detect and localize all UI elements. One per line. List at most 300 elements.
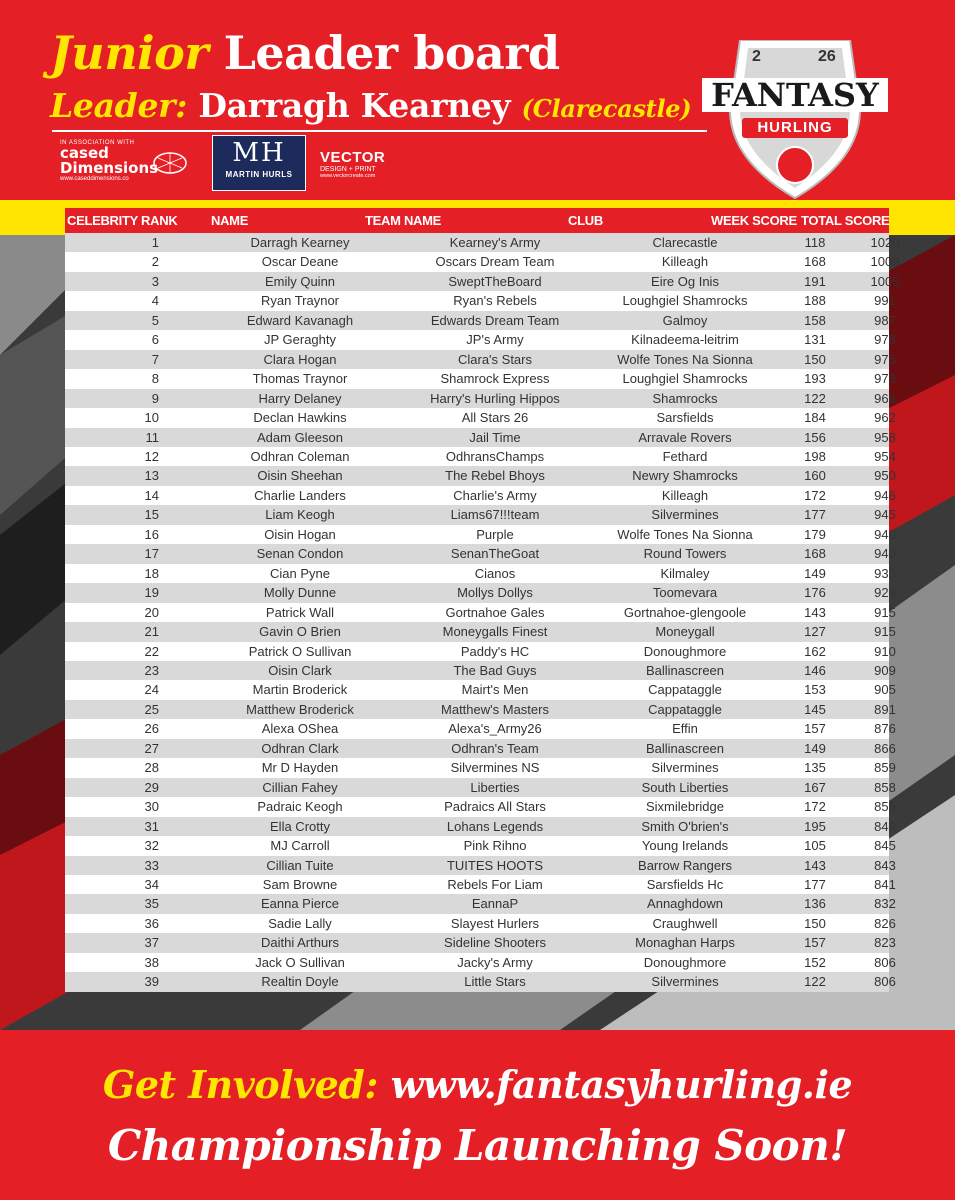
cell-club: Wolfe Tones Na Sionna bbox=[617, 526, 753, 542]
table-row bbox=[65, 680, 896, 699]
cell-rank: 12 bbox=[144, 448, 159, 464]
cell-week: 160 bbox=[804, 468, 826, 484]
logo-word-hurling: HURLING bbox=[757, 119, 833, 136]
cell-total: 859 bbox=[874, 760, 896, 776]
table-row bbox=[65, 311, 896, 330]
cell-name: Patrick O Sullivan bbox=[248, 643, 352, 659]
cell-rank: 7 bbox=[151, 351, 159, 367]
cell-week: 195 bbox=[804, 818, 826, 834]
cell-week: 168 bbox=[804, 546, 826, 562]
leader-label: Leader: bbox=[50, 86, 188, 125]
cell-club: Killeagh bbox=[661, 254, 709, 270]
table-row bbox=[65, 661, 896, 680]
cell-week: 193 bbox=[804, 371, 826, 387]
cell-week: 162 bbox=[804, 643, 826, 659]
cell-rank: 25 bbox=[144, 701, 159, 717]
cell-rank: 17 bbox=[144, 546, 159, 562]
cell-week: 136 bbox=[804, 896, 826, 912]
cell-rank: 4 bbox=[151, 293, 159, 309]
cell-total: 832 bbox=[874, 896, 896, 912]
cell-name: Realtin Doyle bbox=[261, 974, 339, 990]
cell-team: Silvermines NS bbox=[450, 760, 540, 776]
cell-club: Silvermines bbox=[651, 507, 719, 523]
cell-rank: 1 bbox=[151, 235, 159, 250]
cell-team: Pink Rihno bbox=[463, 838, 527, 854]
cell-club: Shamrocks bbox=[652, 390, 718, 406]
cell-rank: 10 bbox=[144, 410, 159, 426]
cell-name: Martin Broderick bbox=[252, 682, 348, 698]
cell-name: Odhran Coleman bbox=[250, 448, 350, 464]
cell-total: 958 bbox=[874, 429, 896, 445]
cell-team: Liberties bbox=[470, 779, 520, 795]
cell-rank: 36 bbox=[144, 915, 159, 931]
cell-club: Loughgiel Shamrocks bbox=[622, 371, 748, 387]
cell-name: Charlie Landers bbox=[254, 487, 346, 503]
cell-week: 146 bbox=[804, 662, 826, 678]
cell-week: 152 bbox=[804, 954, 826, 970]
cell-team: Jail Time bbox=[469, 429, 521, 445]
vector-url: www.vectorcreate.com bbox=[320, 173, 376, 179]
table-body bbox=[65, 233, 900, 992]
cell-week: 176 bbox=[804, 585, 826, 601]
cell-total: 1020 bbox=[870, 235, 900, 250]
cell-name: Mr D Hayden bbox=[261, 760, 339, 776]
cell-total: 954 bbox=[874, 448, 896, 464]
cell-week: 191 bbox=[804, 273, 826, 289]
table-row bbox=[65, 272, 900, 291]
header-week: WEEK SCORE bbox=[711, 213, 797, 228]
table-row bbox=[65, 233, 900, 252]
cell-total: 826 bbox=[874, 915, 896, 931]
cased-line1: cased bbox=[60, 144, 109, 162]
cell-total: 858 bbox=[874, 779, 896, 795]
cell-team: Matthew's Masters bbox=[441, 701, 549, 717]
cased-dimensions-logo bbox=[60, 140, 200, 190]
cell-total: 940 bbox=[874, 546, 896, 562]
leader-line bbox=[50, 86, 691, 129]
cell-total: 915 bbox=[874, 604, 896, 620]
cell-rank: 24 bbox=[144, 682, 159, 698]
table-row bbox=[65, 389, 896, 408]
table-row bbox=[65, 408, 896, 427]
cell-team: Mollys Dollys bbox=[457, 585, 533, 601]
cell-club: Kilmaley bbox=[660, 565, 710, 581]
table-row bbox=[65, 817, 896, 836]
cta-line bbox=[0, 1060, 955, 1110]
cell-team: Clara's Stars bbox=[457, 351, 532, 367]
cell-total: 806 bbox=[874, 974, 896, 990]
cell-rank: 35 bbox=[144, 896, 159, 912]
cell-rank: 37 bbox=[144, 935, 159, 951]
cell-rank: 30 bbox=[144, 799, 159, 815]
cell-week: 156 bbox=[804, 429, 826, 445]
table-row bbox=[65, 525, 896, 544]
cell-week: 167 bbox=[804, 779, 826, 795]
table-row bbox=[65, 350, 896, 369]
tagline: Championship Launching Soon! bbox=[107, 1121, 848, 1170]
cell-week: 168 bbox=[804, 254, 826, 270]
cell-club: Wolfe Tones Na Sionna bbox=[617, 351, 753, 367]
cell-name: Matthew Broderick bbox=[246, 701, 354, 717]
cell-team: Little Stars bbox=[464, 974, 526, 990]
table-row bbox=[65, 914, 896, 933]
leader-name: Darragh Kearney bbox=[198, 86, 511, 125]
cell-name: Oscar Deane bbox=[261, 254, 339, 270]
vector-sub: DESIGN + PRINT bbox=[320, 166, 376, 173]
vector-logo bbox=[320, 150, 400, 179]
cell-total: 841 bbox=[874, 876, 896, 892]
cell-team: Odhran's Team bbox=[451, 740, 539, 756]
cta-url[interactable]: www.fantasyhurling.ie bbox=[390, 1062, 853, 1107]
table-row bbox=[65, 953, 896, 972]
cased-url: www.caseddimensions.co bbox=[60, 176, 129, 182]
table-row bbox=[65, 466, 896, 485]
cell-team: Harry's Hurling Hippos bbox=[430, 390, 560, 406]
cell-week: 198 bbox=[804, 448, 826, 464]
table-row bbox=[65, 933, 896, 952]
cell-club: Young Irelands bbox=[641, 838, 729, 854]
cell-name: MJ Carroll bbox=[270, 838, 330, 854]
cell-total: 845 bbox=[874, 838, 896, 854]
cell-team: SenanTheGoat bbox=[450, 546, 540, 562]
cell-rank: 29 bbox=[144, 779, 159, 795]
cell-name: Clara Hogan bbox=[263, 351, 337, 367]
cell-week: 172 bbox=[804, 799, 826, 815]
cell-team: Kearney's Army bbox=[449, 235, 541, 250]
cell-rank: 22 bbox=[144, 643, 159, 659]
cell-total: 966 bbox=[874, 390, 896, 406]
cell-total: 891 bbox=[874, 701, 896, 717]
cell-name: Ryan Traynor bbox=[260, 293, 340, 309]
cell-club: Ballinascreen bbox=[645, 740, 725, 756]
title-highlight: Junior bbox=[50, 26, 209, 80]
cell-team: Padraics All Stars bbox=[444, 799, 546, 815]
cell-team: EannaP bbox=[471, 896, 519, 912]
cell-club: Gortnahoe-glengoole bbox=[623, 604, 747, 620]
cell-total: 950 bbox=[874, 468, 896, 484]
table-header bbox=[65, 208, 889, 233]
cell-rank: 33 bbox=[144, 857, 159, 873]
cell-name: Oisin Clark bbox=[268, 662, 332, 678]
cell-week: 131 bbox=[804, 332, 826, 348]
cell-total: 991 bbox=[874, 293, 896, 309]
cell-total: 806 bbox=[874, 954, 896, 970]
cell-club: South Liberties bbox=[641, 779, 729, 795]
cell-total: 855 bbox=[874, 799, 896, 815]
cell-club: Donoughmore bbox=[643, 643, 727, 659]
cell-week: 184 bbox=[804, 410, 826, 426]
cell-name: Jack O Sullivan bbox=[255, 954, 345, 970]
cell-rank: 11 bbox=[145, 429, 159, 445]
header-divider bbox=[52, 130, 707, 132]
logo-year-right: 26 bbox=[818, 48, 836, 65]
cell-club: Donoughmore bbox=[643, 954, 727, 970]
table-row bbox=[65, 972, 896, 991]
cell-club: Newry Shamrocks bbox=[632, 468, 738, 484]
cell-team: Purple bbox=[476, 526, 514, 542]
cell-club: Loughgiel Shamrocks bbox=[622, 293, 748, 309]
cell-total: 930 bbox=[874, 565, 896, 581]
martin-hurls-logo bbox=[212, 135, 306, 191]
cell-club: Round Towers bbox=[643, 546, 727, 562]
cell-week: 157 bbox=[804, 935, 826, 951]
association-text: IN ASSOCIATION WITH bbox=[60, 140, 135, 146]
cell-team: Moneygalls Finest bbox=[442, 624, 548, 640]
table-row bbox=[65, 486, 896, 505]
cell-team: Paddy's HC bbox=[460, 643, 530, 659]
mh-mark: MH bbox=[232, 138, 286, 168]
cell-rank: 26 bbox=[144, 721, 159, 737]
table-row bbox=[65, 369, 896, 388]
cell-name: Gavin O Brien bbox=[259, 624, 341, 640]
cell-week: 105 bbox=[804, 838, 826, 854]
table-row bbox=[65, 564, 896, 583]
cell-name: Edward Kavanagh bbox=[246, 312, 354, 328]
cell-club: Annaghdown bbox=[647, 896, 723, 912]
header-club: CLUB bbox=[568, 213, 603, 228]
cell-total: 946 bbox=[874, 487, 896, 503]
cell-team: Sideline Shooters bbox=[444, 935, 546, 951]
cell-total: 962 bbox=[874, 410, 896, 426]
cell-name: Liam Keogh bbox=[265, 507, 335, 523]
cell-team: Slayest Hurlers bbox=[450, 915, 540, 931]
cell-team: Shamrock Express bbox=[440, 371, 550, 387]
cell-total: 987 bbox=[874, 312, 896, 328]
cell-rank: 39 bbox=[144, 974, 159, 990]
cell-name: Oisin Hogan bbox=[264, 526, 336, 542]
cell-rank: 6 bbox=[151, 332, 159, 348]
cell-week: 158 bbox=[804, 312, 826, 328]
cell-name: Cian Pyne bbox=[270, 565, 330, 581]
cell-club: Toomevara bbox=[652, 585, 718, 601]
cell-total: 973 bbox=[874, 371, 896, 387]
cell-name: Patrick Wall bbox=[265, 604, 335, 620]
cell-rank: 34 bbox=[144, 876, 159, 892]
cell-club: Kilnadeema-leitrim bbox=[631, 332, 739, 348]
cell-team: Edwards Dream Team bbox=[430, 312, 560, 328]
cell-name: Alexa OShea bbox=[261, 721, 339, 737]
cell-club: Killeagh bbox=[661, 487, 709, 503]
cell-club: Sarsfields bbox=[656, 410, 714, 426]
header-name: NAME bbox=[211, 213, 249, 228]
cell-rank: 21 bbox=[144, 624, 159, 640]
cell-rank: 9 bbox=[151, 390, 159, 406]
logo-word-fantasy: FANTASY bbox=[711, 76, 879, 114]
table-row bbox=[65, 739, 896, 758]
cell-club: Sarsfields Hc bbox=[646, 876, 724, 892]
cell-rank: 18 bbox=[144, 565, 159, 581]
cell-total: 849 bbox=[874, 818, 896, 834]
cell-name: Padraic Keogh bbox=[257, 799, 343, 815]
cell-club: Craughwell bbox=[652, 915, 718, 931]
cell-rank: 8 bbox=[151, 371, 159, 387]
header-rank: CELEBRITY RANK bbox=[67, 213, 178, 228]
cell-rank: 13 bbox=[144, 468, 159, 484]
cell-name: Cillian Fahey bbox=[262, 779, 338, 795]
leader-club: (Clarecastle) bbox=[521, 94, 692, 123]
cell-team: All Stars 26 bbox=[461, 410, 529, 426]
cell-total: 975 bbox=[874, 351, 896, 367]
cell-name: Daithi Arthurs bbox=[260, 935, 340, 951]
cell-name: Thomas Traynor bbox=[252, 371, 348, 387]
table-row bbox=[65, 252, 900, 271]
cell-name: Senan Condon bbox=[256, 546, 344, 562]
cell-team: Charlie's Army bbox=[453, 487, 537, 503]
cell-week: 188 bbox=[804, 293, 826, 309]
table-row bbox=[65, 622, 896, 641]
cell-name: Darragh Kearney bbox=[250, 235, 350, 250]
table-row bbox=[65, 778, 896, 797]
cell-team: Cianos bbox=[474, 565, 516, 581]
table-row bbox=[65, 836, 896, 855]
cell-team: JP's Army bbox=[466, 332, 524, 348]
cell-total: 1009 bbox=[870, 254, 900, 270]
cell-team: Ryan's Rebels bbox=[453, 293, 537, 309]
cell-week: 122 bbox=[804, 390, 826, 406]
header-total: TOTAL SCORE bbox=[801, 213, 890, 228]
cell-name: Adam Gleeson bbox=[257, 429, 343, 445]
cell-week: 118 bbox=[804, 235, 826, 250]
cell-team: Oscars Dream Team bbox=[435, 254, 555, 270]
footer bbox=[0, 1030, 955, 1200]
table-row bbox=[65, 544, 896, 563]
cell-club: Silvermines bbox=[651, 974, 719, 990]
cell-team: OdhransChamps bbox=[445, 448, 545, 464]
cell-week: 127 bbox=[804, 624, 826, 640]
cell-club: Sixmilebridge bbox=[645, 799, 725, 815]
fantasy-hurling-logo bbox=[700, 40, 890, 200]
cell-week: 149 bbox=[804, 565, 826, 581]
cell-club: Clarecastle bbox=[652, 235, 718, 250]
cell-club: Moneygall bbox=[655, 624, 715, 640]
cell-total: 978 bbox=[874, 332, 896, 348]
cell-name: Molly Dunne bbox=[263, 585, 337, 601]
cell-name: Emily Quinn bbox=[264, 273, 336, 289]
cell-name: Odhran Clark bbox=[261, 740, 339, 756]
table-row bbox=[65, 894, 896, 913]
cell-total: 910 bbox=[874, 643, 896, 659]
cta-label: Get Involved: bbox=[102, 1062, 378, 1107]
cell-club: Silvermines bbox=[651, 760, 719, 776]
cell-rank: 23 bbox=[144, 662, 159, 678]
table-row bbox=[65, 700, 896, 719]
cell-club: Ballinascreen bbox=[645, 662, 725, 678]
cell-name: Sam Browne bbox=[262, 876, 338, 892]
cell-name: Oisin Sheehan bbox=[257, 468, 343, 484]
cell-week: 172 bbox=[804, 487, 826, 503]
cell-team: SweptTheBoard bbox=[448, 273, 542, 289]
cell-total: 915 bbox=[874, 624, 896, 640]
cell-rank: 19 bbox=[144, 585, 159, 601]
cell-team: Gortnahoe Gales bbox=[445, 604, 545, 620]
cell-week: 153 bbox=[804, 682, 826, 698]
cell-week: 149 bbox=[804, 740, 826, 756]
cell-rank: 3 bbox=[151, 273, 159, 289]
cell-total: 926 bbox=[874, 585, 896, 601]
cell-club: Cappataggle bbox=[648, 682, 722, 698]
table-row bbox=[65, 875, 896, 894]
cell-rank: 15 bbox=[144, 507, 159, 523]
page-title bbox=[50, 26, 560, 80]
table-row bbox=[65, 758, 896, 777]
cell-team: Mairt's Men bbox=[461, 682, 529, 698]
cell-rank: 20 bbox=[144, 604, 159, 620]
table-row bbox=[65, 291, 896, 310]
cell-club: Barrow Rangers bbox=[638, 857, 732, 873]
cell-week: 122 bbox=[804, 974, 826, 990]
mh-name: MARTIN HURLS bbox=[225, 170, 293, 179]
table-row bbox=[65, 856, 896, 875]
cell-rank: 28 bbox=[144, 760, 159, 776]
title-rest: Leader board bbox=[223, 26, 560, 80]
cell-total: 909 bbox=[874, 662, 896, 678]
table-row bbox=[65, 330, 896, 349]
cell-club: Fethard bbox=[662, 448, 708, 464]
cell-club: Smith O'brien's bbox=[641, 818, 729, 834]
table-row bbox=[65, 505, 896, 524]
cell-name: Ella Crotty bbox=[270, 818, 330, 834]
cell-team: Alexa's_Army26 bbox=[448, 721, 542, 737]
cell-week: 177 bbox=[804, 876, 826, 892]
vector-name: VECTOR bbox=[320, 149, 386, 166]
cell-name: Declan Hawkins bbox=[253, 410, 347, 426]
cell-name: Harry Delaney bbox=[258, 390, 342, 406]
cell-total: 843 bbox=[874, 857, 896, 873]
table-row bbox=[65, 447, 896, 466]
cell-week: 150 bbox=[804, 915, 826, 931]
cell-total: 940 bbox=[874, 526, 896, 542]
table-row bbox=[65, 719, 896, 738]
hurley-ball-icon bbox=[150, 148, 190, 178]
cell-team: Lohans Legends bbox=[446, 818, 544, 834]
cell-team: Liams67!!!team bbox=[450, 507, 540, 523]
cell-total: 876 bbox=[874, 721, 896, 737]
cell-rank: 27 bbox=[144, 740, 159, 756]
cell-rank: 5 bbox=[151, 312, 159, 328]
cell-team: Rebels For Liam bbox=[447, 876, 543, 892]
cell-week: 135 bbox=[804, 760, 826, 776]
cell-team: The Bad Guys bbox=[453, 662, 537, 678]
cell-club: Eire Og Inis bbox=[651, 273, 719, 289]
cell-week: 145 bbox=[804, 701, 826, 717]
cell-rank: 16 bbox=[144, 526, 159, 542]
cell-team: The Rebel Bhoys bbox=[445, 468, 545, 484]
table-row bbox=[65, 642, 896, 661]
cell-week: 177 bbox=[804, 507, 826, 523]
cased-line2: Dimensions bbox=[60, 159, 159, 177]
cell-week: 143 bbox=[804, 604, 826, 620]
cell-week: 150 bbox=[804, 351, 826, 367]
table-row bbox=[65, 428, 896, 447]
table-row bbox=[65, 797, 896, 816]
cell-club: Monaghan Harps bbox=[635, 935, 735, 951]
cell-week: 179 bbox=[804, 526, 826, 542]
cell-rank: 31 bbox=[144, 818, 159, 834]
cell-club: Arravale Rovers bbox=[638, 429, 732, 445]
table-row bbox=[65, 603, 896, 622]
cell-total: 1005 bbox=[870, 273, 900, 289]
cell-club: Effin bbox=[672, 721, 698, 737]
table-row bbox=[65, 583, 896, 602]
cell-rank: 2 bbox=[151, 254, 159, 270]
header-team: TEAM NAME bbox=[365, 213, 442, 228]
cell-name: Cillian Tuite bbox=[266, 857, 334, 873]
cell-name: Eanna Pierce bbox=[260, 896, 340, 912]
cell-total: 945 bbox=[874, 507, 896, 523]
cell-club: Cappataggle bbox=[648, 701, 722, 717]
cell-name: Sadie Lally bbox=[268, 915, 332, 931]
cell-team: Jacky's Army bbox=[457, 954, 533, 970]
